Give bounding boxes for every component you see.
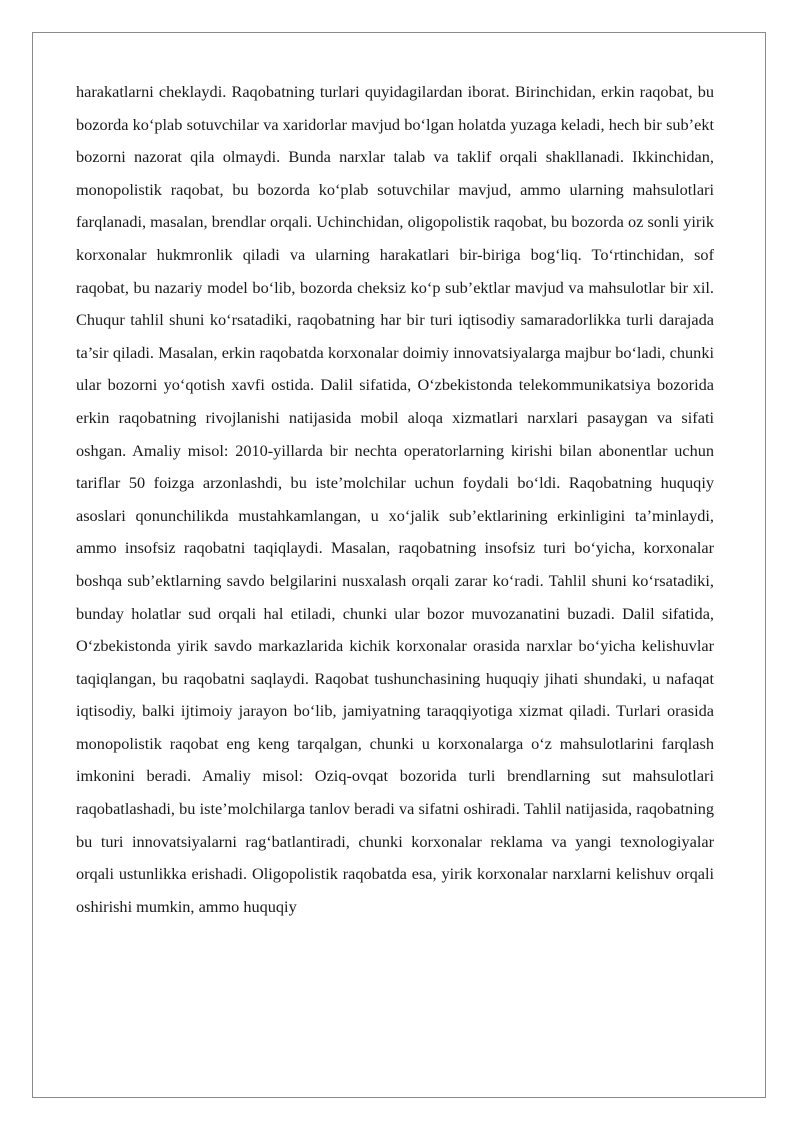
document-body <box>76 76 714 923</box>
body-paragraph: harakatlarni cheklaydi. Raqobatning turlari quyidagilardan iborat. Birinchidan, erkin raqobat, bu bozorda ko‘plab sotuvchilar va xaridorlar mavjud bo‘lgan holatda yuzaga keladi, hech bir sub’ekt bozorni nazorat qila olmaydi. Bunda narxlar talab va taklif orqali shakllanadi. Ikkinchidan, monopolistik raqobat, bu bozorda ko‘plab sotuvchilar mavjud, ammo ularning mahsulotlari farqlanadi, masalan, brendlar orqali. Uchinchidan, oligopolistik raqobat, bu bozorda oz sonli yirik korxonalar hukmronlik qiladi va ularning harakatlari bir-biriga bog‘liq. To‘rtinchidan, sof raqobat, bu nazariy model bo‘lib, bozorda cheksiz ko‘p sub’ektlar mavjud va mahsulotlar bir xil. Chuqur tahlil shuni ko‘rsatadiki, raqobatning har bir turi iqtisodiy samaradorlikka turli darajada ta’sir qiladi. Masalan, erkin raqobatda korxonalar doimiy innovatsiyalarga majbur bo‘ladi, chunki ular bozorni yo‘qotish xavfi ostida. Dalil sifatida, O‘zbekistonda telekommunikatsiya bozorida erkin raqobatning rivojlanishi natijasida mobil aloqa xizmatlari narxlari pasaygan va sifati oshgan. Amaliy misol: 2010-yillarda bir nechta operatorlarning kirishi bilan abonentlar uchun tariflar 50 foizga arzonlashdi, bu iste’molchilar uchun foydali bo‘ldi. Raqobatning huquqiy asoslari qonunchilikda mustahkamlangan, u xo‘jalik sub’ektlarining erkinligini ta’minlaydi, ammo insofsiz raqobatni taqiqlaydi. Masalan, raqobatning insofsiz turi bo‘yicha, korxonalar boshqa sub’ektlarning savdo belgilarini nusxalash orqali zarar ko‘radi. Tahlil shuni ko‘rsatadiki, bunday holatlar sud orqali hal etiladi, chunki ular bozor muvozanatini buzadi. Dalil sifatida, O‘zbekistonda yirik savdo markazlarida kichik korxonalar orasida narxlar bo‘yicha kelishuvlar taqiqlangan, bu raqobatni saqlaydi. Raqobat tushunchasining huquqiy jihati shundaki, u nafaqat iqtisodiy, balki ijtimoiy jarayon bo‘lib, jamiyatning taraqqiyotiga xizmat qiladi. Turlari orasida monopolistik raqobat eng keng tarqalgan, chunki u korxonalarga o‘z mahsulotlarini farqlash imkonini beradi. Amaliy misol: Oziq-ovqat bozorida turli brendlarning sut mahsulotlari raqobatlashadi, bu iste’molchilarga tanlov beradi va sifatni oshiradi. Tahlil natijasida, raqobatning bu turi innovatsiyalarni rag‘batlantiradi, chunki korxonalar reklama va yangi texnologiyalar orqali ustunlikka erishadi. Oligopolistik raqobatda esa, yirik korxonalar narxlarni kelishuv orqali oshirishi mumkin, ammo huquqiy <box>76 82 714 916</box>
